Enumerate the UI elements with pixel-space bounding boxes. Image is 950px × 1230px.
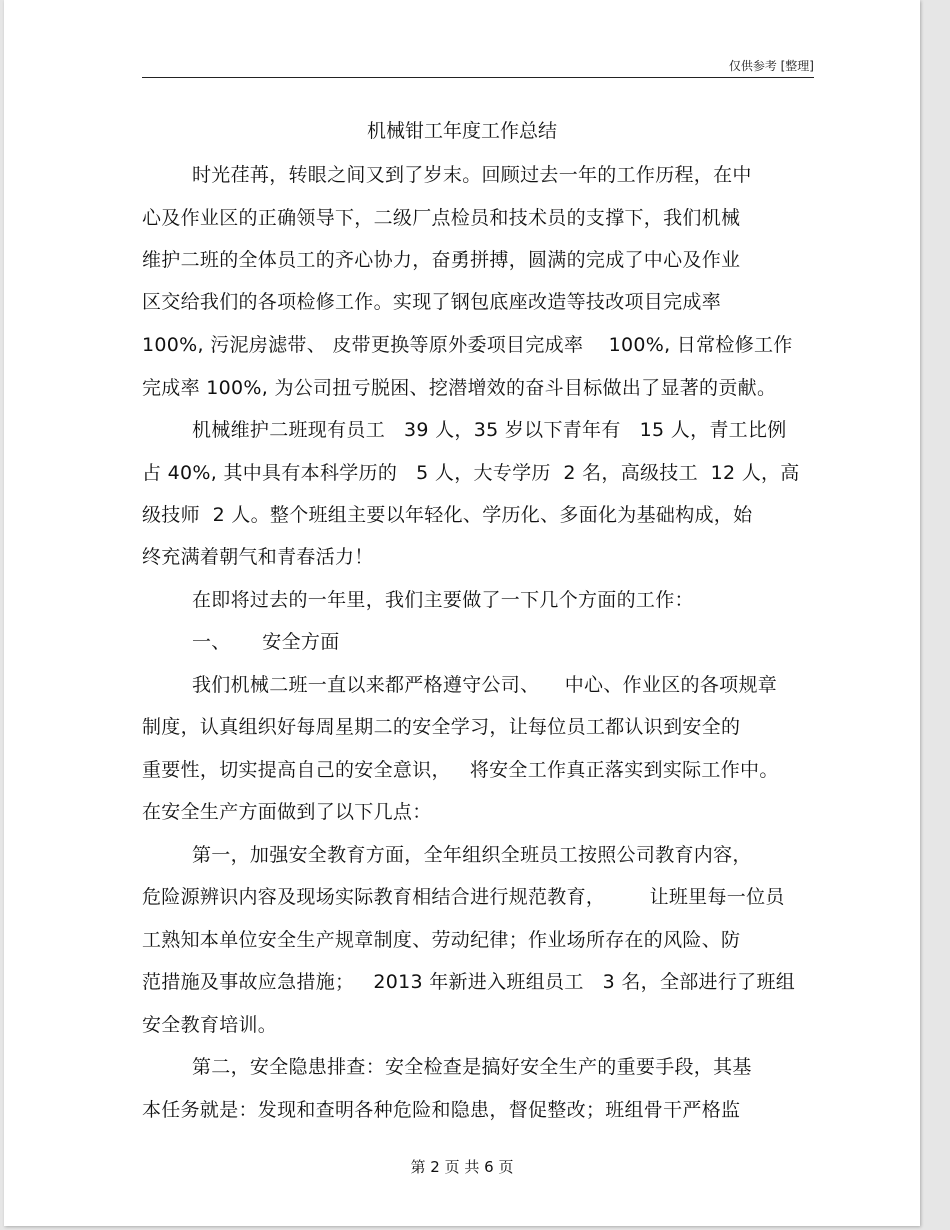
paragraph-line: 我们机械二班一直以来都严格遵守公司、 中心、作业区的各项规章 [192,674,778,696]
paragraph-line: 100%, 污泥房滤带、 皮带更换等原外委项目完成率 100%, 日常检修工作 [142,334,793,356]
paragraph-line: 制度，认真组织好每周星期二的安全学习，让每位员工都认识到安全的 [142,716,741,738]
paragraph-line: 在安全生产方面做到了以下几点： [142,801,432,823]
paragraph-line: 心及作业区的正确领导下，二级厂点检员和技术员的支撑下，我们机械 [142,207,741,229]
paragraph-line: 第一，加强安全教育方面，全年组织全班员工按照公司教育内容， [192,844,752,866]
paragraph-line: 级技师 2 人。整个班组主要以年轻化、学历化、多面化为基础构成，始 [142,504,753,526]
section-heading: 一、 安全方面 [192,631,340,653]
header-note: 仅供参考 [整理] [728,59,814,73]
paragraph-line: 本任务就是：发现和查明各种危险和隐患，督促整改；班组骨干严格监 [142,1099,741,1121]
paragraph-line: 第二，安全隐患排查：安全检查是搞好安全生产的重要手段，其基 [192,1056,752,1078]
paragraph-line: 时光荏苒，转眼之间又到了岁末。回顾过去一年的工作历程，在中 [192,164,752,186]
paragraph-line: 范措施及事故应急措施； 2013 年新进入班组员工 3 名，全部进行了班组 [142,971,796,993]
document-page [4,0,920,1226]
paragraph-line: 重要性，切实提高自己的安全意识， 将安全工作真正落实到实际工作中。 [142,759,779,781]
paragraph-line: 安全教育培训。 [142,1014,278,1036]
paragraph-line: 终充满着朝气和青春活力！ [142,546,374,568]
paragraph-line: 机械维护二班现有员工 39 人，35 岁以下青年有 15 人，青工比例 [192,419,787,441]
paragraph-line: 在即将过去的一年里，我们主要做了一下几个方面的工作： [192,589,694,611]
paragraph-line: 维护二班的全体员工的齐心协力，奋勇拼搏，圆满的完成了中心及作业 [142,249,741,271]
paragraph-line: 完成率 100%, 为公司扭亏脱困、挖潜增效的奋斗目标做出了显著的贡献。 [142,377,777,399]
paragraph-line: 工熟知本单位安全生产规章制度、劳动纪律；作业场所存在的风险、防 [142,929,741,951]
document-title: 机械钳工年度工作总结 [366,120,557,142]
page-indicator: 第 2 页 共 6 页 [410,1158,514,1176]
paragraph-line: 区交给我们的各项检修工作。实现了钢包底座改造等技改项目完成率 [142,291,722,313]
page-header [142,55,814,78]
paragraph-line: 危险源辨识内容及现场实际教育相结合进行规范教育， 让班里每一位员 [142,886,785,908]
paragraph-line: 占 40%, 其中具有本科学历的 5 人，大专学历 2 名，高级技工 12 人，高 [142,462,800,484]
